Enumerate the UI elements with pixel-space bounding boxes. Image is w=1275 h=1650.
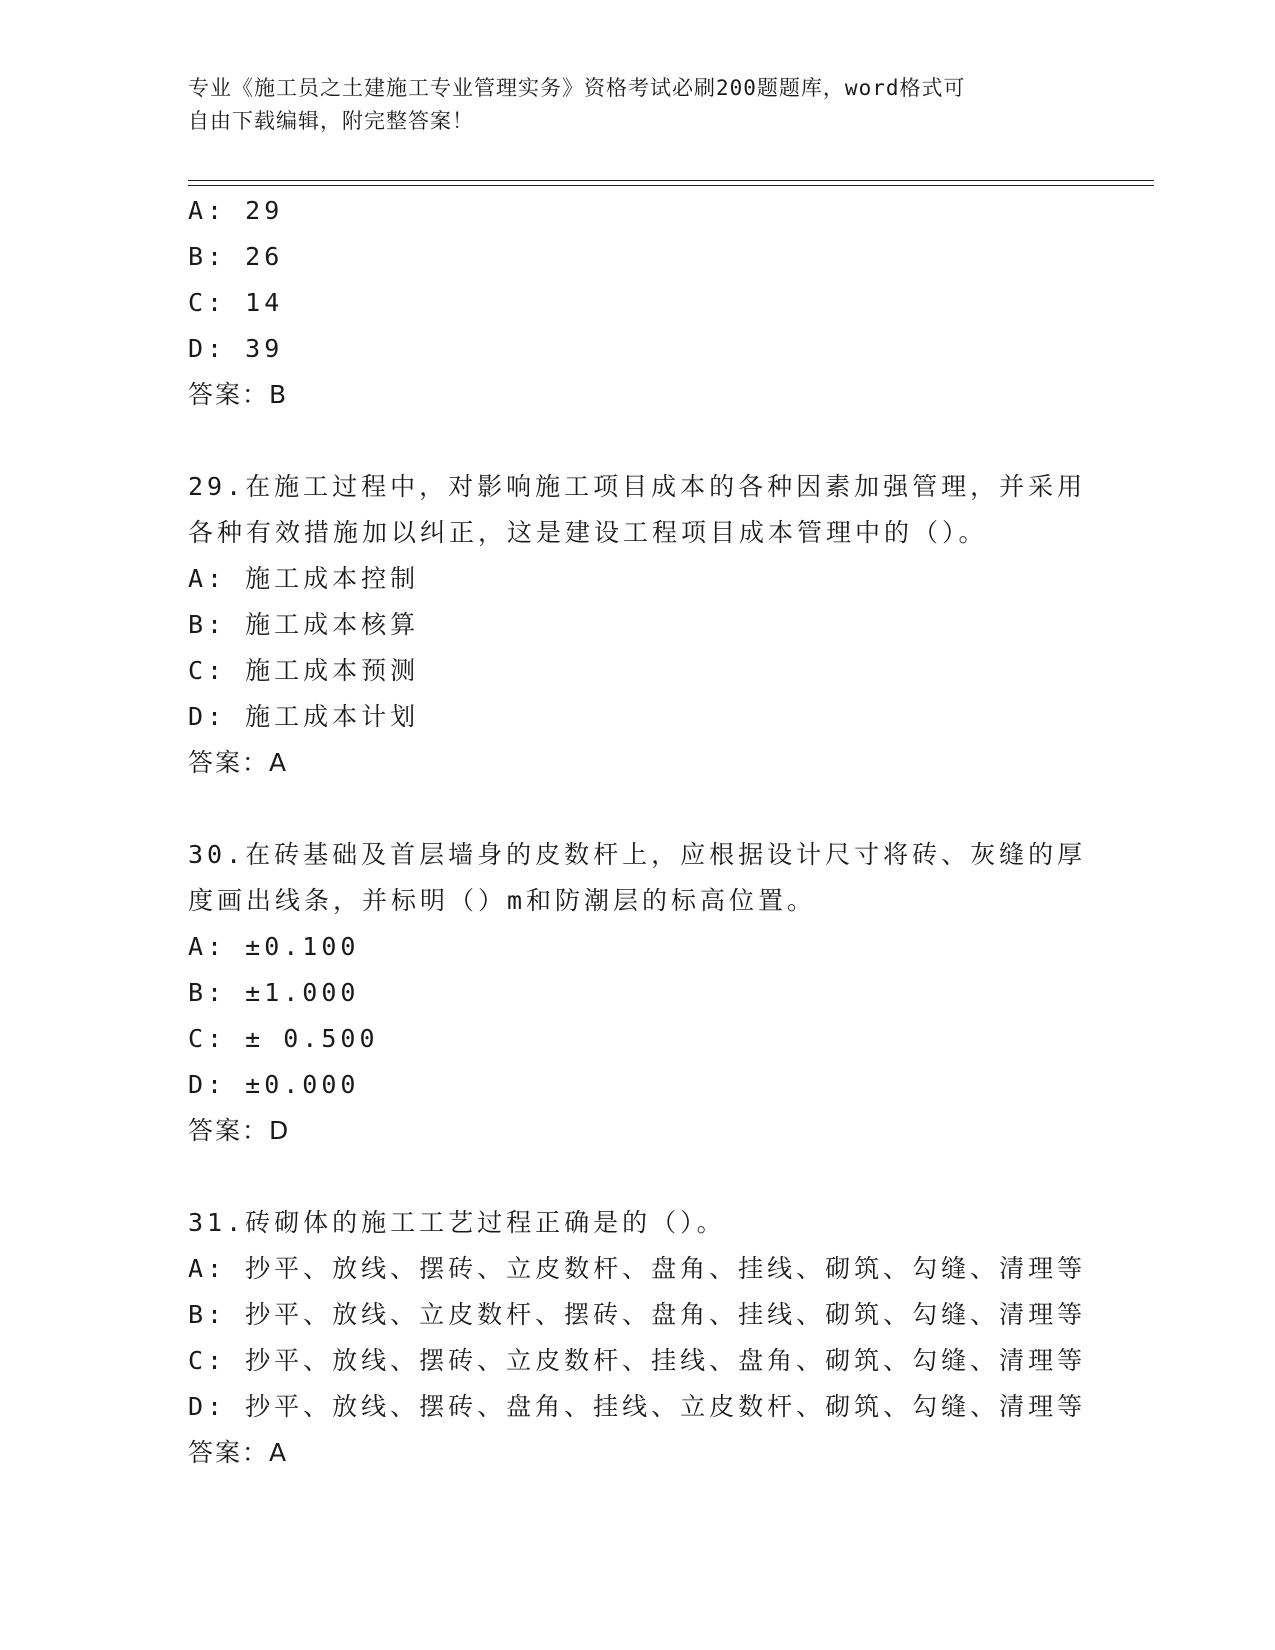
option-a: A: ±0.100 [188,932,360,961]
answer-line: 答案：B [188,380,289,409]
spacer [188,1154,1088,1200]
option-a: A: 施工成本控制 [188,564,420,593]
option-c: C: 施工成本预测 [188,656,420,685]
question-stem-line: 31.砖砌体的施工工艺过程正确是的（）。 [188,1208,726,1237]
option-d: D: 施工成本计划 [188,702,420,731]
question-29 [188,464,1088,786]
option-b: B: ±1.000 [188,978,360,1007]
question-stem-line: 度画出线条，并标明（）m和防潮层的标高位置。 [188,886,817,915]
option-c: C: ± 0.500 [188,1024,379,1053]
option-b: B: 施工成本核算 [188,610,420,639]
option-d: D: ±0.000 [188,1070,360,1099]
document-header [188,72,1068,138]
option-b: B: 26 [188,242,284,271]
option-a: A: 抄平、放线、摆砖、立皮数杆、盘角、挂线、砌筑、勾缝、清理等 [188,1254,1087,1283]
question-stem-line: 各种有效措施加以纠正，这是建设工程项目成本管理中的（）。 [188,518,988,547]
question-28-continued [188,188,1088,418]
question-stem-line: 30.在砖基础及首层墙身的皮数杆上，应根据设计尺寸将砖、灰缝的厚 [188,840,1087,869]
header-line-1: 专业《施工员之土建施工专业管理实务》资格考试必刷200题题库，word格式可 [188,76,966,100]
answer-line: 答案：D [188,1116,291,1145]
option-a: A: 29 [188,196,284,225]
question-stem-line: 29.在施工过程中，对影响施工项目成本的各种因素加强管理，并采用 [188,472,1087,501]
question-list [188,188,1088,1476]
option-b: B: 抄平、放线、立皮数杆、摆砖、盘角、挂线、砌筑、勾缝、清理等 [188,1300,1087,1329]
answer-line: 答案：A [188,748,289,777]
spacer [188,786,1088,832]
option-d: D: 抄平、放线、摆砖、盘角、挂线、立皮数杆、砌筑、勾缝、清理等 [188,1392,1087,1421]
header-line-2: 自由下载编辑，附完整答案！ [188,109,474,133]
question-30 [188,832,1088,1154]
answer-line: 答案：A [188,1438,289,1467]
option-c: C: 14 [188,288,284,317]
question-31 [188,1200,1088,1476]
spacer [188,418,1088,464]
header-divider-top [188,180,1154,181]
option-d: D: 39 [188,334,284,363]
option-c: C: 抄平、放线、摆砖、立皮数杆、挂线、盘角、砌筑、勾缝、清理等 [188,1346,1087,1375]
header-divider-bottom [188,185,1154,186]
